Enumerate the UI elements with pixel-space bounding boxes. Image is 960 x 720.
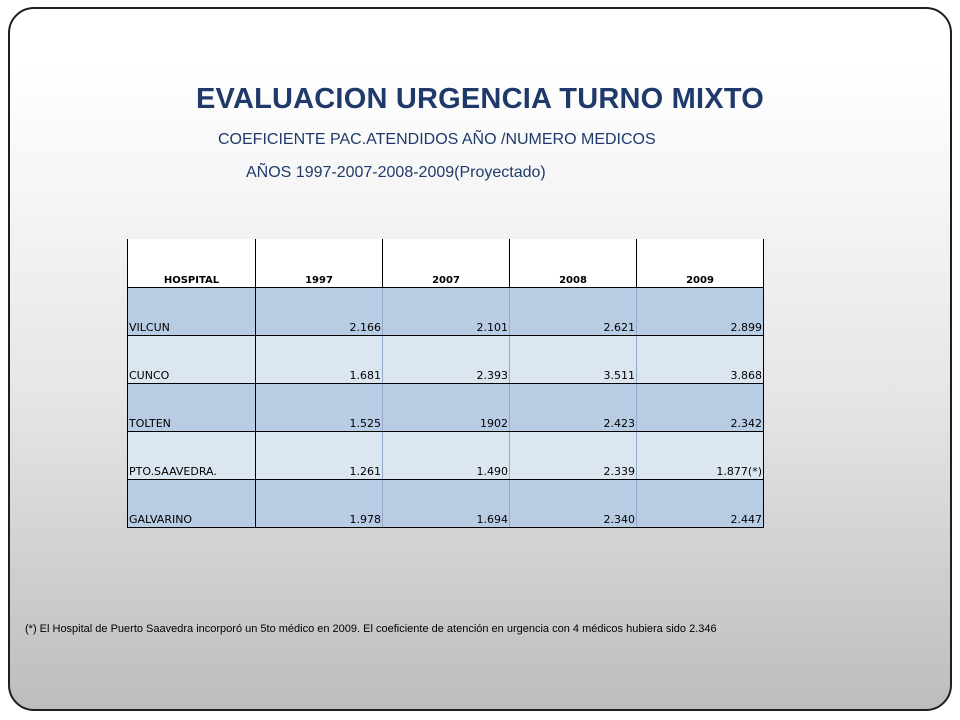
value-2008: 2.621 [510,287,637,335]
value-2008: 3.511 [510,335,637,383]
table-header-row [128,239,764,287]
table-row [128,479,764,527]
value-2008: 2.339 [510,431,637,479]
value-2009: 2.342 [637,383,764,431]
header-hospital: HOSPITAL [128,239,256,287]
hospital-name: VILCUN [128,287,256,335]
value-2007: 1.490 [383,431,510,479]
value-2008: 2.340 [510,479,637,527]
value-1997: 1.978 [256,479,383,527]
value-2009: 3.868 [637,335,764,383]
hospital-name: CUNCO [128,335,256,383]
table-row [128,431,764,479]
header-1997: 1997 [256,239,383,287]
footnote: (*) El Hospital de Puerto Saavedra incorporó un 5to médico en 2009. El coeficiente de atención en urgencia con 4 médicos hubiera sido 2.346 [25,623,717,635]
value-2009: 2.899 [637,287,764,335]
value-2007: 1.694 [383,479,510,527]
hospital-name: TOLTEN [128,383,256,431]
slide-title: EVALUACION URGENCIA TURNO MIXTO [196,83,764,115]
subtitle-coeficiente: COEFICIENTE PAC.ATENDIDOS AÑO /NUMERO MEDICOS [218,131,656,148]
hospital-name: PTO.SAAVEDRA. [128,431,256,479]
table-row [128,287,764,335]
hospital-name: GALVARINO [128,479,256,527]
value-1997: 1.525 [256,383,383,431]
value-1997: 1.681 [256,335,383,383]
table-row [128,383,764,431]
value-2007: 2.101 [383,287,510,335]
value-2009: 2.447 [637,479,764,527]
value-2008: 2.423 [510,383,637,431]
coeficiente-table [127,239,764,528]
value-2007: 1902 [383,383,510,431]
value-1997: 2.166 [256,287,383,335]
header-2008: 2008 [510,239,637,287]
value-2007: 2.393 [383,335,510,383]
value-2009: 1.877(*) [637,431,764,479]
subtitle-anos: AÑOS 1997-2007-2008-2009(Proyectado) [246,164,546,181]
header-2007: 2007 [383,239,510,287]
value-1997: 1.261 [256,431,383,479]
header-2009: 2009 [637,239,764,287]
table-row [128,335,764,383]
